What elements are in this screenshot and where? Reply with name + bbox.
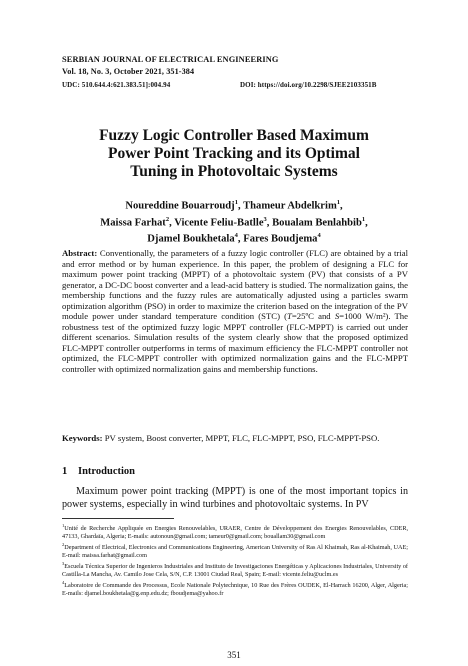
footnote-marker: 3 [62,560,65,566]
keywords-text: PV system, Boost converter, MPPT, FLC, FLC-MPPT, PSO, FLC-MPPT-PSO. [104,433,380,443]
author-name: Fares Boudjema [243,233,318,245]
footnote-text: Escuela Técnica Superior de Ingenieros Industriales and Instituto de Investigaciones Energéticas y Aplicaciones Industriales, University of Castilla-La Mancha, Av. Camilo Jose Cela, S/N, C.P. 13001 Ciudad Real, Spain; E-mail: vicente.feliu@uclm.es [62,562,408,578]
footnote-text: Unité de Recherche Appliquée en Energies Renouvelables, URAER, Centre de Développement des Energies Renouvelables, CDER, 47133, Ghardaïa, Algeria; E-mails: autonoun@gmail.com; tameur0@gmail.com; bouallam30@gmail.com [62,525,408,540]
abstract-label: Abstract: [62,248,98,258]
footnote-divider [62,518,174,519]
affiliation-marker: 4 [317,232,321,240]
abstract-text: =25ºC and [291,311,335,322]
section-heading [62,466,135,477]
section-title: Introduction [78,466,135,477]
footnote [62,560,408,579]
footnote-marker: 1 [62,523,65,528]
author-name: Vicente Feliu-Batlle [174,217,264,229]
affiliation-marker: 3 [263,215,267,223]
footnote-marker: 4 [62,579,65,585]
keywords [62,433,408,444]
footnote-text: Department of Electrical, Electronics and Communications Engineering, American University of Ras Al Khaimah, Ras al-Khaimah, UAE; E-mail: maissa.farhat@gmail.com [62,543,408,559]
journal-name: SERBIAN JOURNAL OF ELECTRICAL ENGINEERING [62,55,279,64]
paper-title [40,127,428,181]
abstract-text: Conventionally, the parameters of a fuzzy logic controller (FLC) are obtained by a trial and error method or by human experience. In this paper, the problem of designing a FLC for maximum power point tracking (MPPT) of a photovoltaic system (PV) that consists of a PV generator, a DC-DC boost converter and a lead-acid battery is studied. The normalization gains, the membership functions and the fuzzy rules are automatically adjusted using a particles swarm optimization algorithm (PSO) in order to maximize the criterion based on the integration of the PV module power under standard temperature condition (STC) ( [62,248,409,322]
temperature-symbol: T [287,311,292,322]
footnote [62,579,408,598]
title-line: Fuzzy Logic Controller Based Maximum [99,127,369,144]
footnote-marker: 2 [62,541,65,547]
title-line: Power Point Tracking and its Optimal [108,145,360,162]
author-name: Noureddine Bouarroudj [125,200,235,212]
affiliation-marker: 1 [361,215,366,223]
author-name: Boualam Benlahbib [272,217,362,229]
affiliation-marker: 1 [336,199,341,206]
irradiance-symbol: S [334,311,340,322]
affiliation-marker: 4 [234,232,238,240]
affiliation-marker: 2 [165,215,170,223]
keywords-label: Keywords: [62,433,103,443]
page-number: 351 [227,650,241,660]
affiliation-footnotes [62,522,408,598]
author-list: Noureddine Bouarroudj$^1$, Thameur Abdelkrim$^1$, Maissa Farhat$^2$, Vicente Feliu-Batlle$^3$, Boualam Benlahbib$^1$, Djamel Boukhetala$^4$, Fares Boudjema$^4$ [100,199,368,245]
volume-info: Vol. 18, No. 3, October 2021, 351-384 [62,67,195,76]
author-name: Maissa Farhat [100,217,166,229]
footnote [62,541,408,560]
section-number: 1 [62,466,68,477]
intro-paragraph: Maximum power point tracking (MPPT) is one of the most important topics in power systems, especially in wind turbines and photovoltaic systems. In PV [62,486,408,510]
footnote-text: Laboratoire de Commande des Processus, Ecole Nationale Polytechnique, 10 Rue des Frères OUDEK, El-Harrach 16200, Alger, Algeria; E-mails: djamel.boukhetala@g.enp.edu.dz; fboudjema@yahoo.fr [62,581,408,597]
author-name: Djamel Boukhetala [147,233,235,245]
title-line: Tuning in Photovoltaic Systems [130,163,338,180]
abstract [62,248,408,375]
footnote [62,522,408,541]
abstract-text: =1000 W/m²). The robustness test of the optimized fuzzy logic MPPT controller (FLC-MPPT) is carried out under different scenarios. Simulation results of the system clearly show that the proposed optimized FLC-MPPT controller outperforms in terms of maximum efficiency the FLC-MPPT controller not optimized, the FLC-MPPT controller with optimized normalization gains and the FLC-MPPT controller with optimized normalization gains and membership functions. [62,311,409,375]
affiliation-marker: 1 [234,199,238,206]
udc-code: UDC: 510.644.4:621.383.51]:004.94 [62,81,171,89]
doi-link[interactable]: DOI: https://doi.org/10.2298/SJEE2103351B [240,81,377,89]
author-name: Thameur Abdelkrim [243,200,337,212]
